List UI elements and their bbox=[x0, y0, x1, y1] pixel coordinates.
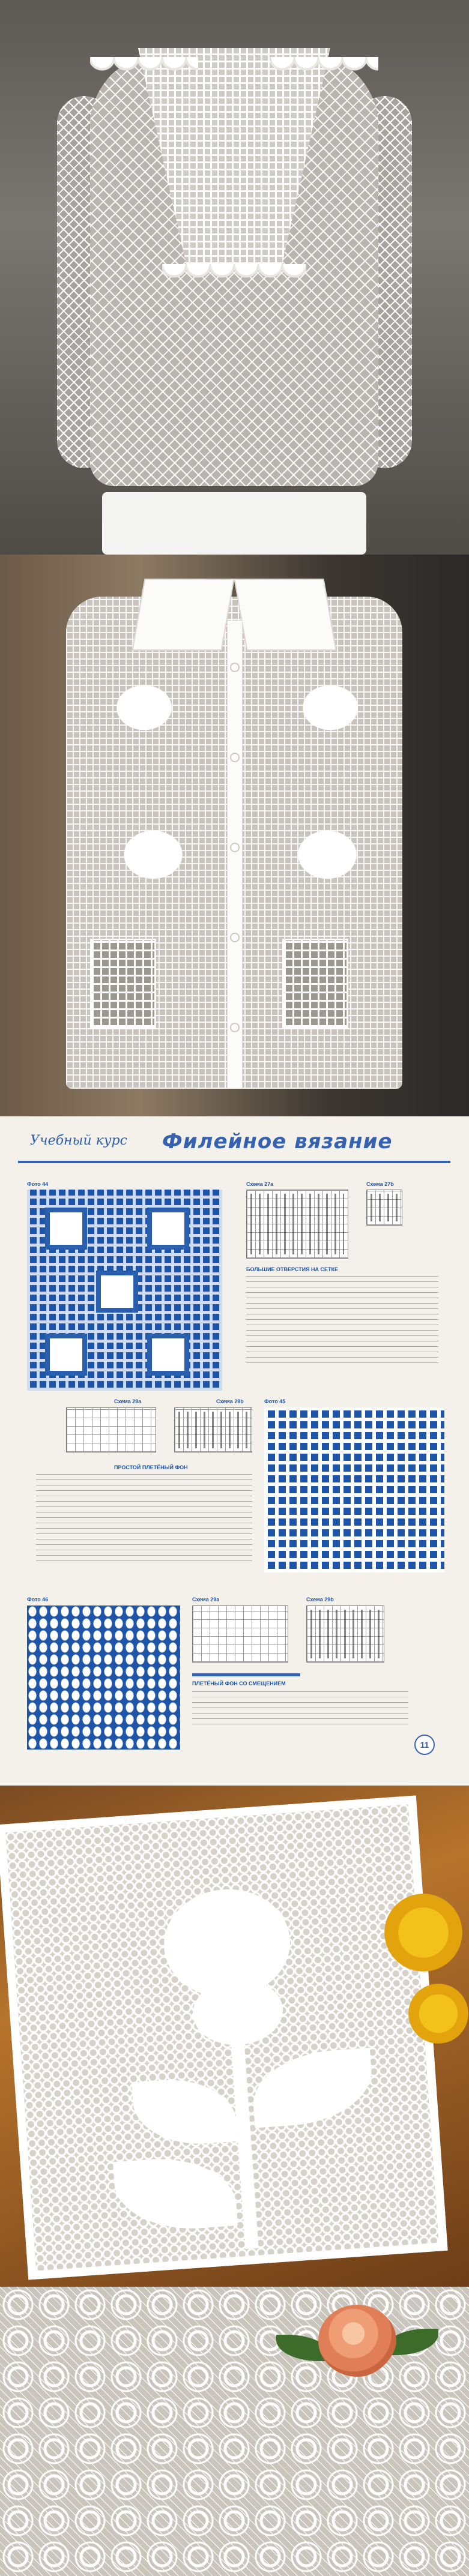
collar-left bbox=[132, 579, 234, 651]
scheme28b bbox=[174, 1407, 252, 1452]
yellow-flower bbox=[384, 1894, 462, 1972]
swatch-photo45 bbox=[264, 1407, 444, 1572]
magazine-header bbox=[18, 1127, 450, 1162]
caption-photo46: Фото 46 bbox=[27, 1596, 49, 1602]
square-hole bbox=[96, 1271, 138, 1313]
floral-motif bbox=[96, 669, 192, 747]
section2-title: ПРОСТОЙ ПЛЕТЁНЫЙ ФОН bbox=[114, 1464, 188, 1470]
course-label: Учебный курс bbox=[30, 1133, 127, 1148]
pocket-right bbox=[282, 939, 348, 1029]
square-hole bbox=[45, 1334, 87, 1376]
rose-leaf bbox=[132, 2075, 238, 2149]
square-hole bbox=[147, 1334, 189, 1376]
scheme28a bbox=[66, 1407, 156, 1452]
shoulder-ruffle-left bbox=[90, 57, 198, 93]
section3-title: ПЛЕТЁНЫЙ ФОН СО СМЕЩЕНИЕМ bbox=[192, 1681, 286, 1687]
collar-right bbox=[234, 579, 336, 651]
section1-title: БОЛЬШИЕ ОТВЕРСТИЯ НА СЕТКЕ bbox=[246, 1266, 339, 1272]
round-motif-lace bbox=[0, 2287, 469, 2576]
floral-motif bbox=[276, 813, 378, 897]
rose-leaf bbox=[250, 2048, 375, 2128]
photo-blouse bbox=[0, 0, 469, 555]
scheme27b bbox=[366, 1190, 402, 1226]
white-pants bbox=[102, 492, 366, 555]
button-placket bbox=[227, 621, 243, 1089]
photo-magazine bbox=[0, 1116, 469, 1786]
photo-shirt bbox=[0, 555, 469, 1116]
square-hole bbox=[147, 1208, 189, 1250]
caption-scheme29a: Схема 29а bbox=[192, 1596, 220, 1602]
caption-photo45: Фото 45 bbox=[264, 1398, 286, 1404]
caption-scheme27b: Схема 27b bbox=[366, 1181, 394, 1187]
button bbox=[230, 753, 240, 762]
button bbox=[230, 843, 240, 852]
magazine-title: Филейное вязание bbox=[162, 1130, 393, 1154]
scheme29a bbox=[192, 1605, 288, 1663]
section1-text bbox=[246, 1276, 438, 1366]
caption-scheme29b: Схема 29b bbox=[306, 1596, 334, 1602]
caption-scheme27a: Схема 27а bbox=[246, 1181, 274, 1187]
header-rule bbox=[18, 1161, 450, 1163]
button bbox=[230, 663, 240, 672]
swatch-photo46 bbox=[27, 1605, 180, 1750]
photo-doily bbox=[0, 1786, 469, 2287]
button bbox=[230, 1023, 240, 1032]
yellow-flower bbox=[408, 1984, 468, 2044]
section3-bar bbox=[192, 1673, 300, 1676]
caption-scheme28a: Схема 28а bbox=[114, 1398, 142, 1404]
scheme27a bbox=[246, 1190, 348, 1259]
rose-leaf bbox=[113, 2153, 238, 2234]
photo-lace bbox=[0, 2287, 469, 2576]
pocket-left bbox=[90, 939, 156, 1029]
section2-text bbox=[36, 1474, 252, 1564]
floral-motif bbox=[282, 669, 378, 747]
caption-scheme28b: Схема 28b bbox=[216, 1398, 244, 1404]
peach-rose bbox=[318, 2305, 396, 2377]
swatch-photo44 bbox=[27, 1190, 222, 1391]
section3-text bbox=[192, 1691, 408, 1727]
page-number: 11 bbox=[414, 1735, 435, 1755]
caption-photo44: Фото 44 bbox=[27, 1181, 49, 1187]
button bbox=[230, 933, 240, 942]
filet-doily bbox=[0, 1796, 448, 2280]
square-hole bbox=[45, 1208, 87, 1250]
scheme29b bbox=[306, 1605, 384, 1663]
shoulder-ruffle-right bbox=[270, 57, 378, 93]
yoke-ruffle bbox=[162, 264, 306, 300]
floral-motif bbox=[102, 813, 204, 897]
